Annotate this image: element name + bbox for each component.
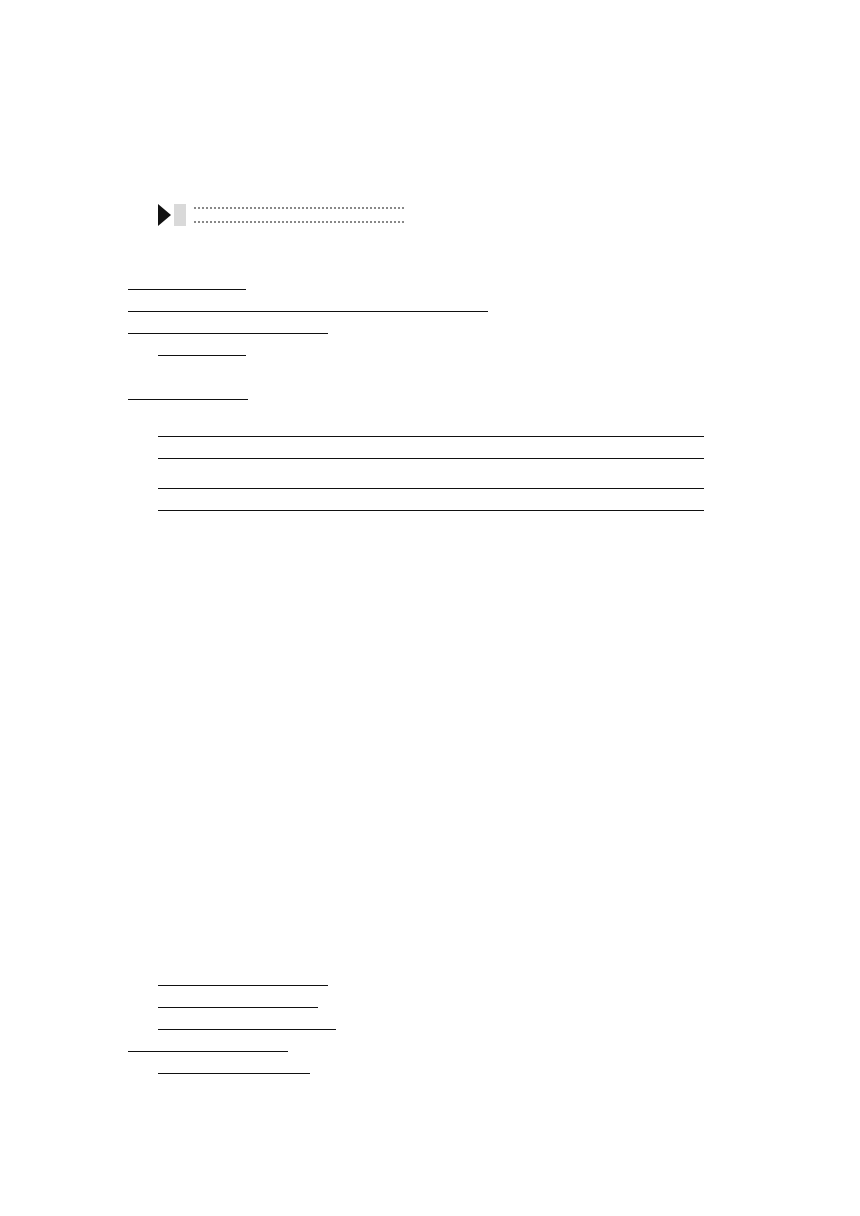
dotted-divider <box>194 207 404 223</box>
text-line <box>158 992 768 1015</box>
analysis-line <box>158 1104 768 1126</box>
text-line <box>158 1058 768 1081</box>
text-line <box>128 296 738 319</box>
text-line <box>158 1014 768 1037</box>
answer-line[interactable] <box>158 510 704 511</box>
answer-blank[interactable] <box>158 1058 310 1074</box>
answer-blank[interactable] <box>368 296 488 312</box>
answer-line[interactable] <box>158 458 704 459</box>
answer-blank[interactable] <box>128 274 246 290</box>
answer-line <box>158 662 768 684</box>
text-line <box>128 274 738 297</box>
answer-blank[interactable] <box>128 1036 288 1052</box>
answer-blank[interactable] <box>158 992 318 1008</box>
arrow-icon <box>158 204 171 226</box>
answer-blank[interactable] <box>248 296 368 312</box>
text-line <box>158 970 768 993</box>
answer-blank[interactable] <box>228 318 328 334</box>
text-line <box>128 1036 738 1059</box>
text-line <box>158 340 768 363</box>
answer-blank[interactable] <box>128 318 228 334</box>
banner-title <box>174 204 186 226</box>
analysis-line <box>158 530 768 552</box>
answer-blank[interactable] <box>128 384 248 400</box>
section-banner <box>158 204 404 226</box>
answer-blank[interactable] <box>158 970 328 986</box>
text-line <box>128 318 738 341</box>
answer-line[interactable] <box>158 488 704 489</box>
text-line <box>128 384 738 407</box>
answer-line[interactable] <box>158 436 704 437</box>
answer-blank[interactable] <box>158 340 246 356</box>
answer-blank[interactable] <box>158 1014 336 1030</box>
answer-blank[interactable] <box>128 296 248 312</box>
